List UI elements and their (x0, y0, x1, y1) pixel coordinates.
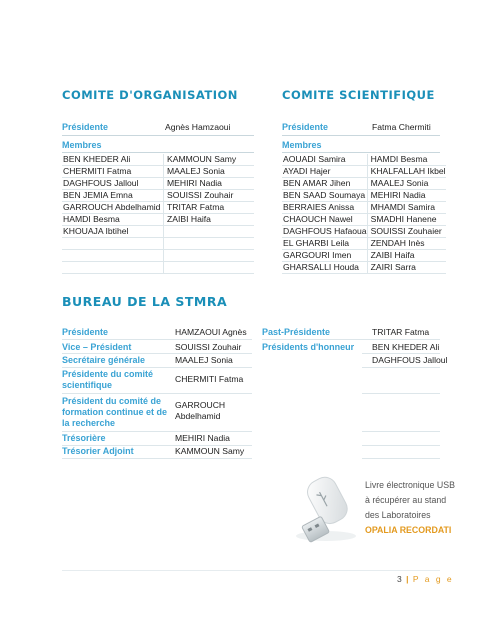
org-president-name: Agnès Hamzaoui (165, 122, 231, 132)
member-cell (164, 226, 255, 238)
member-cell: EL GHARBI Leila (282, 238, 367, 250)
sci-president-name: Fatma Chermiti (372, 122, 431, 132)
table-row (282, 154, 446, 166)
usb-line: des Laboratoires (365, 510, 431, 520)
member-cell: ZAIBI Haifa (367, 250, 446, 262)
member-cell: KHOUAJA Ibtihel (62, 226, 164, 238)
org-members-label: Membres (62, 140, 102, 150)
member-cell: MHAMDI Samira (367, 202, 446, 214)
organisation-title: COMITE D'ORGANISATION (62, 88, 238, 102)
table-row (62, 202, 254, 214)
table-row (282, 226, 446, 238)
divider (262, 339, 440, 340)
member-cell: BERRAIES Anissa (282, 202, 367, 214)
divider (282, 135, 440, 136)
divider (62, 431, 252, 432)
bureau-name: MEHIRI Nadia (175, 433, 230, 443)
divider (62, 393, 252, 394)
divider (62, 458, 252, 459)
member-cell: GARROUCH Abdelhamid (62, 202, 164, 214)
page-footer (397, 574, 454, 584)
member-cell: BEN JEMIA Emna (62, 190, 164, 202)
divider (62, 135, 254, 136)
sci-members-table (282, 154, 446, 274)
usb-line: à récupérer au stand (365, 495, 447, 505)
divider (362, 393, 440, 394)
scientifique-title: COMITE SCIENTIFIQUE (282, 88, 435, 102)
sci-members-label: Membres (282, 140, 322, 150)
divider (362, 353, 440, 354)
honor-name: BEN KHEDER Ali (372, 342, 440, 352)
usb-line: Livre électronique USB (365, 480, 455, 490)
usb-brand: OPALIA RECORDATI (365, 525, 452, 535)
divider (62, 353, 252, 354)
member-cell: ZAIBI Haifa (164, 214, 255, 226)
member-cell: MEHIRI Nadia (367, 190, 446, 202)
org-members-table (62, 154, 254, 274)
table-row (62, 238, 254, 250)
table-row (62, 166, 254, 178)
member-cell: SOUISSI Zouhaier (367, 226, 446, 238)
divider (362, 445, 440, 446)
member-cell: SMADHI Hanene (367, 214, 446, 226)
member-cell: BEN SAAD Soumaya (283, 190, 366, 200)
page-word: P a g e (412, 574, 454, 584)
usb-promo-text (365, 478, 455, 538)
table-row (282, 190, 446, 202)
table-row (282, 214, 446, 226)
footer-separator: | (406, 574, 410, 584)
member-cell: TRITAR Fatma (164, 202, 255, 214)
member-cell (62, 262, 164, 274)
bureau-name: GARROUCH Abdelhamid (175, 400, 226, 421)
past-president-label: Past-Présidente (262, 327, 331, 337)
table-row (62, 262, 254, 274)
member-cell: ZAIRI Sarra (367, 262, 446, 274)
member-cell (62, 250, 164, 262)
table-row (62, 154, 254, 166)
member-cell: CHERMITI Fatma (62, 166, 164, 178)
bureau-name: KAMMOUN Samy (175, 446, 245, 456)
bureau-name: CHERMITI Fatma (175, 374, 244, 384)
bureau-title: BUREAU DE LA STMRA (62, 294, 228, 309)
member-cell: BEN KHEDER Ali (62, 154, 164, 166)
table-row (282, 166, 446, 178)
divider (362, 458, 440, 459)
table-row (62, 190, 254, 202)
footer-divider (62, 570, 440, 571)
member-cell: CHAOUCH Nawel (282, 214, 367, 226)
bureau-role: Présidente (62, 327, 109, 337)
member-cell (62, 238, 164, 250)
org-president-label: Présidente (62, 122, 109, 132)
member-cell: DAGHFOUS Hafaoua (283, 226, 367, 236)
member-cell: KAMMOUN Samy (164, 154, 255, 166)
table-row (282, 178, 446, 190)
member-cell: BEN AMAR Jihen (282, 178, 367, 190)
member-cell: ZENDAH Inès (367, 238, 446, 250)
page-number: 3 (397, 574, 403, 584)
past-president-name: TRITAR Fatma (372, 327, 430, 337)
bureau-role: Présidente du comité scientifique (62, 369, 154, 390)
bureau-name: HAMZAOUI Agnès (175, 327, 247, 337)
sci-president-label: Présidente (282, 122, 329, 132)
honor-name: DAGHFOUS Jalloul (372, 355, 448, 365)
bureau-name: SOUISSI Zouhair (175, 342, 242, 352)
table-row (62, 178, 254, 190)
table-row (282, 262, 446, 274)
divider (282, 152, 440, 153)
divider (62, 152, 254, 153)
member-cell: HAMDI Besma (62, 214, 164, 226)
table-row (62, 250, 254, 262)
member-cell: MEHIRI Nadia (164, 178, 255, 190)
divider (362, 367, 440, 368)
member-cell (164, 250, 255, 262)
divider (362, 431, 440, 432)
table-row (282, 250, 446, 262)
member-cell: GHARSALLI Houda (282, 262, 367, 274)
member-cell: GARGOURI Imen (282, 250, 367, 262)
member-cell: DAGHFOUS Jalloul (62, 178, 164, 190)
member-cell: MAALEJ Sonia (164, 166, 255, 178)
bureau-role: Trésorière (62, 433, 106, 443)
table-row (282, 202, 446, 214)
member-cell: SOUISSI Zouhair (164, 190, 255, 202)
bureau-role: Trésorier Adjoint (62, 446, 134, 456)
member-cell: HAMDI Besma (367, 154, 446, 166)
bureau-role: Vice – Président (62, 342, 132, 352)
table-row (62, 214, 254, 226)
divider (62, 367, 252, 368)
member-cell (164, 238, 255, 250)
member-cell (164, 262, 255, 274)
bureau-role: Président du comité de formation continue et de la recherche (62, 396, 168, 428)
member-cell: AYADI Hajer (282, 166, 367, 178)
table-row (62, 226, 254, 238)
honor-label: Présidents d'honneur (262, 342, 355, 352)
table-row (282, 238, 446, 250)
bureau-name: MAALEJ Sonia (175, 355, 233, 365)
member-cell: MAALEJ Sonia (367, 178, 446, 190)
usb-drive-image (288, 468, 366, 544)
bureau-role: Secrétaire générale (62, 355, 146, 365)
member-cell: AOUADI Samira (282, 154, 367, 166)
divider (62, 339, 252, 340)
member-cell: KHALFALLAH Ikbel (367, 166, 446, 178)
